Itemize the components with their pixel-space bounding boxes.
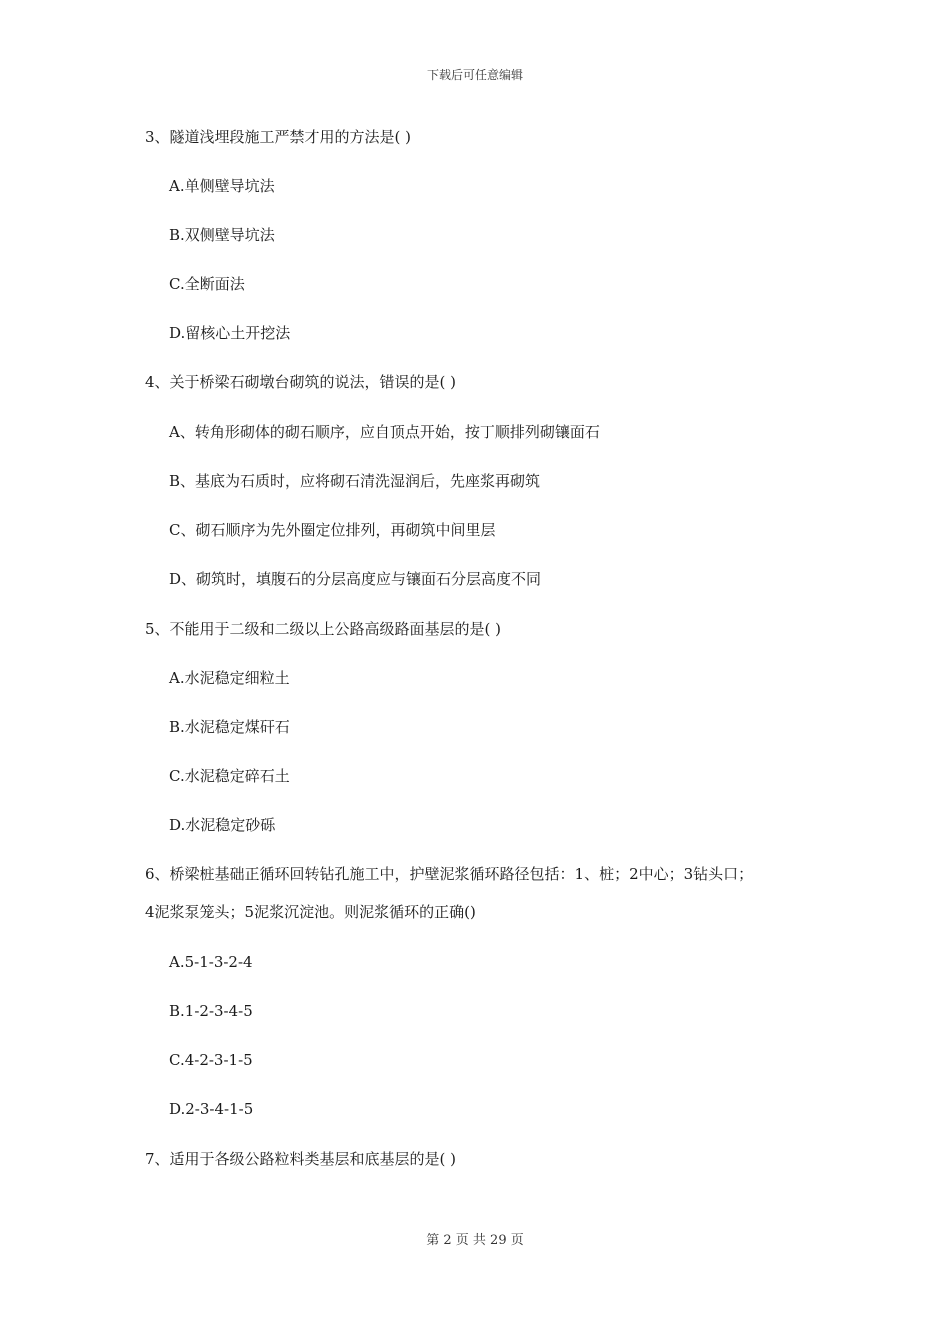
question-stem: 7、适用于各级公路粒料类基层和底基层的是( )	[145, 1150, 457, 1168]
option-b: B、基底为石质时，应将砌石清洗湿润后，先座浆再砌筑	[169, 472, 541, 490]
question-stem: 5、不能用于二级和二级以上公路高级路面基层的是( )	[145, 620, 502, 638]
option-c: C.水泥稳定碎石土	[169, 767, 290, 785]
question-stem: 6、桥梁桩基础正循环回转钻孔施工中，护壁泥浆循环路径包括：1、桩；2中心；3钻头口；	[145, 865, 754, 883]
option-d: D.2-3-4-1-5	[169, 1100, 254, 1118]
option-a: A.水泥稳定细粒土	[169, 669, 290, 687]
option-c: C.全断面法	[169, 275, 245, 293]
option-a: A.5-1-3-2-4	[169, 953, 253, 971]
option-c: C、砌石顺序为先外圈定位排列，再砌筑中间里层	[169, 521, 496, 539]
option-d: D.水泥稳定砂砾	[169, 816, 276, 834]
option-a: A.单侧壁导坑法	[169, 177, 275, 195]
question-stem: 4、关于桥梁石砌墩台砌筑的说法，错误的是( )	[145, 373, 457, 391]
option-a: A、转角形砌体的砌石顺序，应自顶点开始，按丁顺排列砌镶面石	[169, 423, 600, 441]
option-d: D、砌筑时，填腹石的分层高度应与镶面石分层高度不同	[169, 570, 542, 588]
question-stem-continued: 4泥浆泵笼头；5泥浆沉淀池。则泥浆循环的正确()	[145, 903, 476, 921]
option-b: B.1-2-3-4-5	[169, 1002, 253, 1020]
option-b: B.水泥稳定煤矸石	[169, 718, 290, 736]
question-stem: 3、隧道浅埋段施工严禁才用的方法是( )	[145, 128, 412, 146]
page-header: 下载后可任意编辑	[426, 68, 523, 82]
page-footer: 第 2 页 共 29 页	[426, 1233, 524, 1248]
option-b: B.双侧壁导坑法	[169, 226, 275, 244]
option-c: C.4-2-3-1-5	[169, 1051, 253, 1069]
option-d: D.留核心土开挖法	[169, 324, 291, 342]
